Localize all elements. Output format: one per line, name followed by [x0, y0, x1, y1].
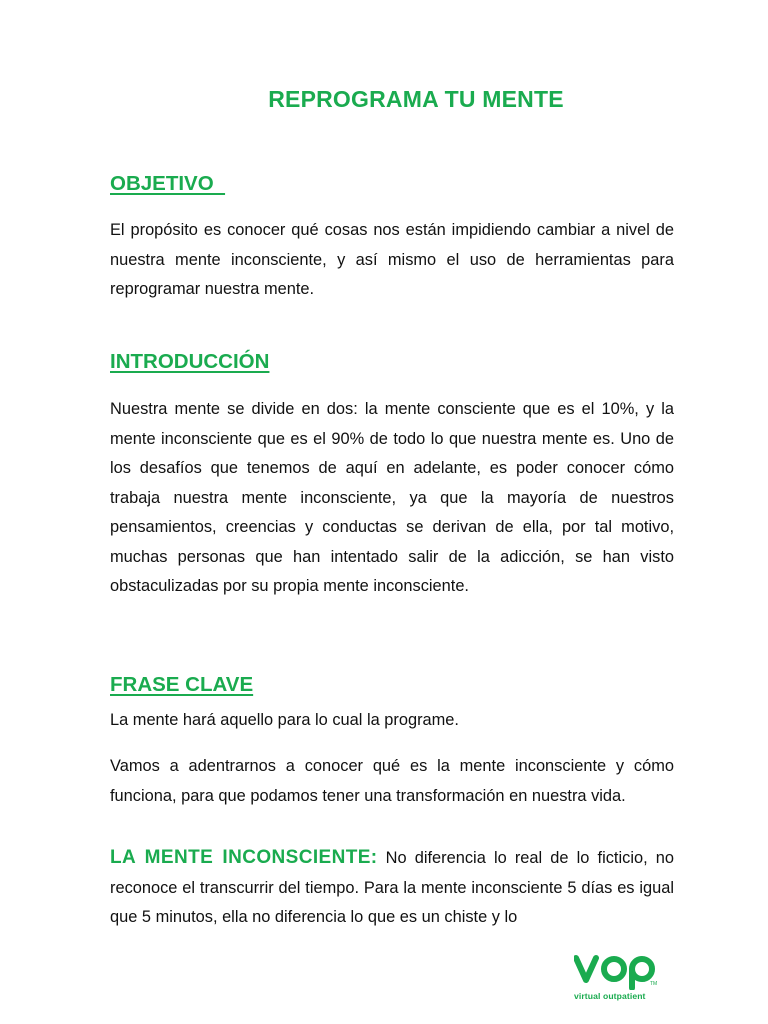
- vop-logo: [574, 950, 670, 1006]
- document-title: REPROGRAMA TU MENTE: [268, 86, 564, 112]
- introduccion-heading: INTRODUCCIÓN: [110, 350, 270, 373]
- mente-inconsciente-heading: LA MENTE INCONSCIENTE:: [110, 847, 378, 868]
- mente-inconsciente-text: No diferencia lo real de lo ficticio, no reconoce el transcurrir del tiempo. Para la mente inconsciente 5 días es igual que 5 minutos, ella no diferencia lo que es un chiste y lo: [110, 849, 674, 926]
- logo-trademark: TM: [650, 981, 658, 987]
- objetivo-paragraph: El propósito es conocer qué cosas nos están impidiendo cambiar a nivel de nuestra mente inconsciente, y así mismo el uso de herramientas para reprogramar nuestra mente.: [110, 221, 674, 298]
- frase-clave-paragraph: Vamos a adentrarnos a conocer qué es la mente inconsciente y cómo funciona, para que podamos tener una transformación en nuestra vida.: [110, 757, 674, 805]
- frase-clave-heading: FRASE CLAVE: [110, 673, 254, 696]
- objetivo-heading: OBJETIVO: [110, 172, 226, 195]
- logo-caption: virtual outpatient: [574, 991, 646, 1001]
- introduccion-paragraph: Nuestra mente se divide en dos: la mente consciente que es el 10%, y la mente inconsciente que es el 90% de todo lo que nuestra mente es. Uno de los desafíos que tenemos de aquí en adelante, es poder conocer cómo trabaja nuestra mente inconsciente, ya que la mayoría de nuestros pensamientos, creencias y conductas se derivan de ella, por tal motivo, muchas personas que han intentado salir de la adicción, se han visto obstaculizadas por su propia mente inconsciente.: [110, 400, 674, 595]
- mente-inconsciente-paragraph: [110, 843, 674, 933]
- frase-clave-quote: La mente hará aquello para lo cual la programe.: [110, 711, 459, 729]
